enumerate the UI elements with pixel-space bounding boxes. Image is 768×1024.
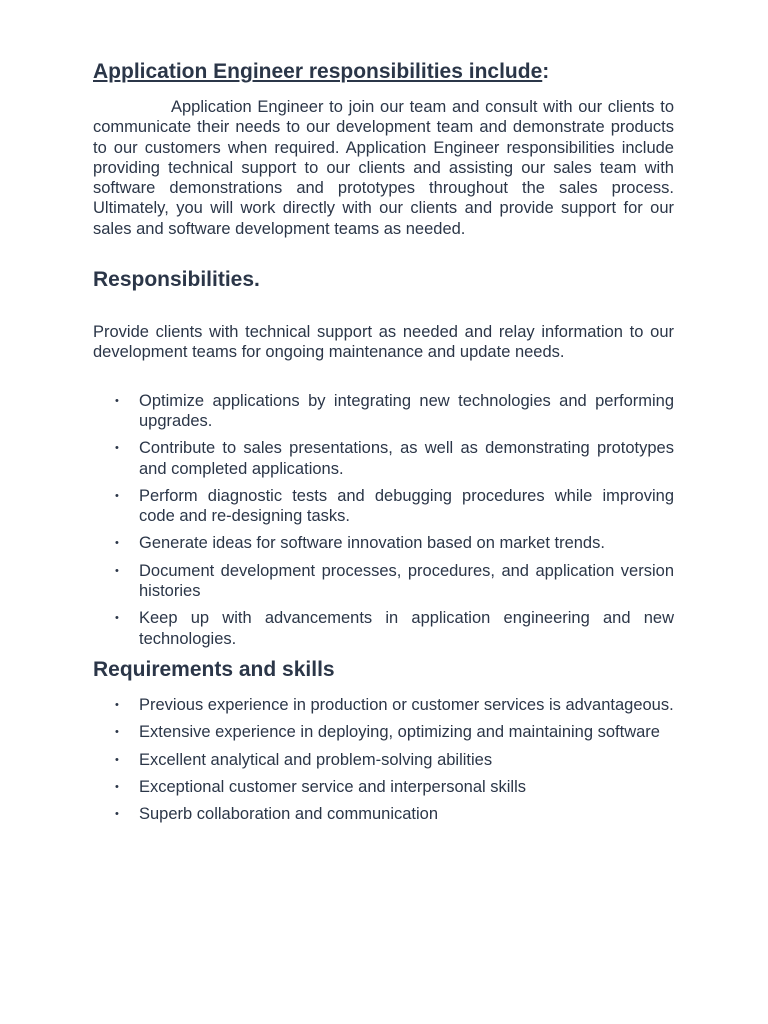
bullet-icon: •: [115, 564, 119, 577]
list-item-text: Excellent analytical and problem-solving abilities: [139, 750, 493, 769]
list-item: [93, 533, 674, 553]
bullet-icon: •: [115, 489, 119, 502]
responsibilities-heading: Responsibilities.: [93, 268, 260, 292]
bullet-icon: •: [115, 698, 119, 711]
bullet-icon: •: [115, 394, 119, 407]
list-item: [93, 722, 674, 742]
bullet-icon: •: [115, 726, 119, 739]
list-item: [93, 750, 674, 770]
list-item-text: Contribute to sales presentations, as well as demonstrating prototypes and completed applications.: [139, 439, 674, 478]
bullet-icon: •: [115, 753, 119, 766]
list-item: [93, 777, 674, 797]
bullet-icon: •: [115, 442, 119, 455]
list-item: [93, 438, 674, 479]
responsibilities-list: [93, 391, 674, 649]
bullet-icon: •: [115, 780, 119, 793]
list-item-text: Superb collaboration and communication: [139, 805, 439, 824]
list-item-text: Keep up with advancements in application engineering and new technologies.: [139, 609, 674, 648]
list-item: [93, 695, 674, 715]
list-item-text: Document development processes, procedures, and application version histories: [139, 561, 674, 601]
requirements-list: [93, 695, 674, 824]
list-item: [93, 486, 674, 527]
bullet-icon: •: [115, 808, 119, 821]
document-title-colon: :: [542, 60, 550, 83]
list-item-text: Extensive experience in deploying, optimizing and maintaining software: [139, 723, 660, 742]
bullet-icon: •: [115, 537, 119, 550]
list-item: [93, 804, 674, 824]
document-title: [93, 58, 674, 85]
list-item-text: Generate ideas for software innovation based on market trends.: [139, 534, 605, 553]
list-item-text: Exceptional customer service and interpersonal skills: [139, 777, 527, 796]
list-item: [93, 391, 674, 432]
list-item-text: Previous experience in production or customer services is advantageous.: [139, 695, 674, 714]
list-item-text: Perform diagnostic tests and debugging procedures while improving code and re-designing tasks.: [139, 486, 674, 526]
document-title-text: Application Engineer responsibilities include: [93, 60, 543, 83]
bullet-icon: •: [115, 612, 119, 625]
list-item-text: Optimize applications by integrating new technologies and performing upgrades.: [139, 391, 674, 430]
intro-paragraph: Application Engineer to join our team and consult with our clients to communicate their needs to our development team and demonstrate products to our customers when required. Application Engineer responsibilities include providing technical support to our clients and assisting our sales team with software demonstrations and prototypes throughout the sales process. Ultimately, you will work directly with our clients and provide support for our sales and software development teams as needed.: [93, 98, 674, 238]
responsibilities-intro-paragraph: Provide clients with technical support as needed and relay information to our development teams for ongoing maintenance and update needs.: [93, 323, 674, 362]
list-item: [93, 608, 674, 649]
list-item: [93, 561, 674, 602]
requirements-heading: Requirements and skills: [93, 657, 335, 681]
document-content: [93, 58, 674, 831]
